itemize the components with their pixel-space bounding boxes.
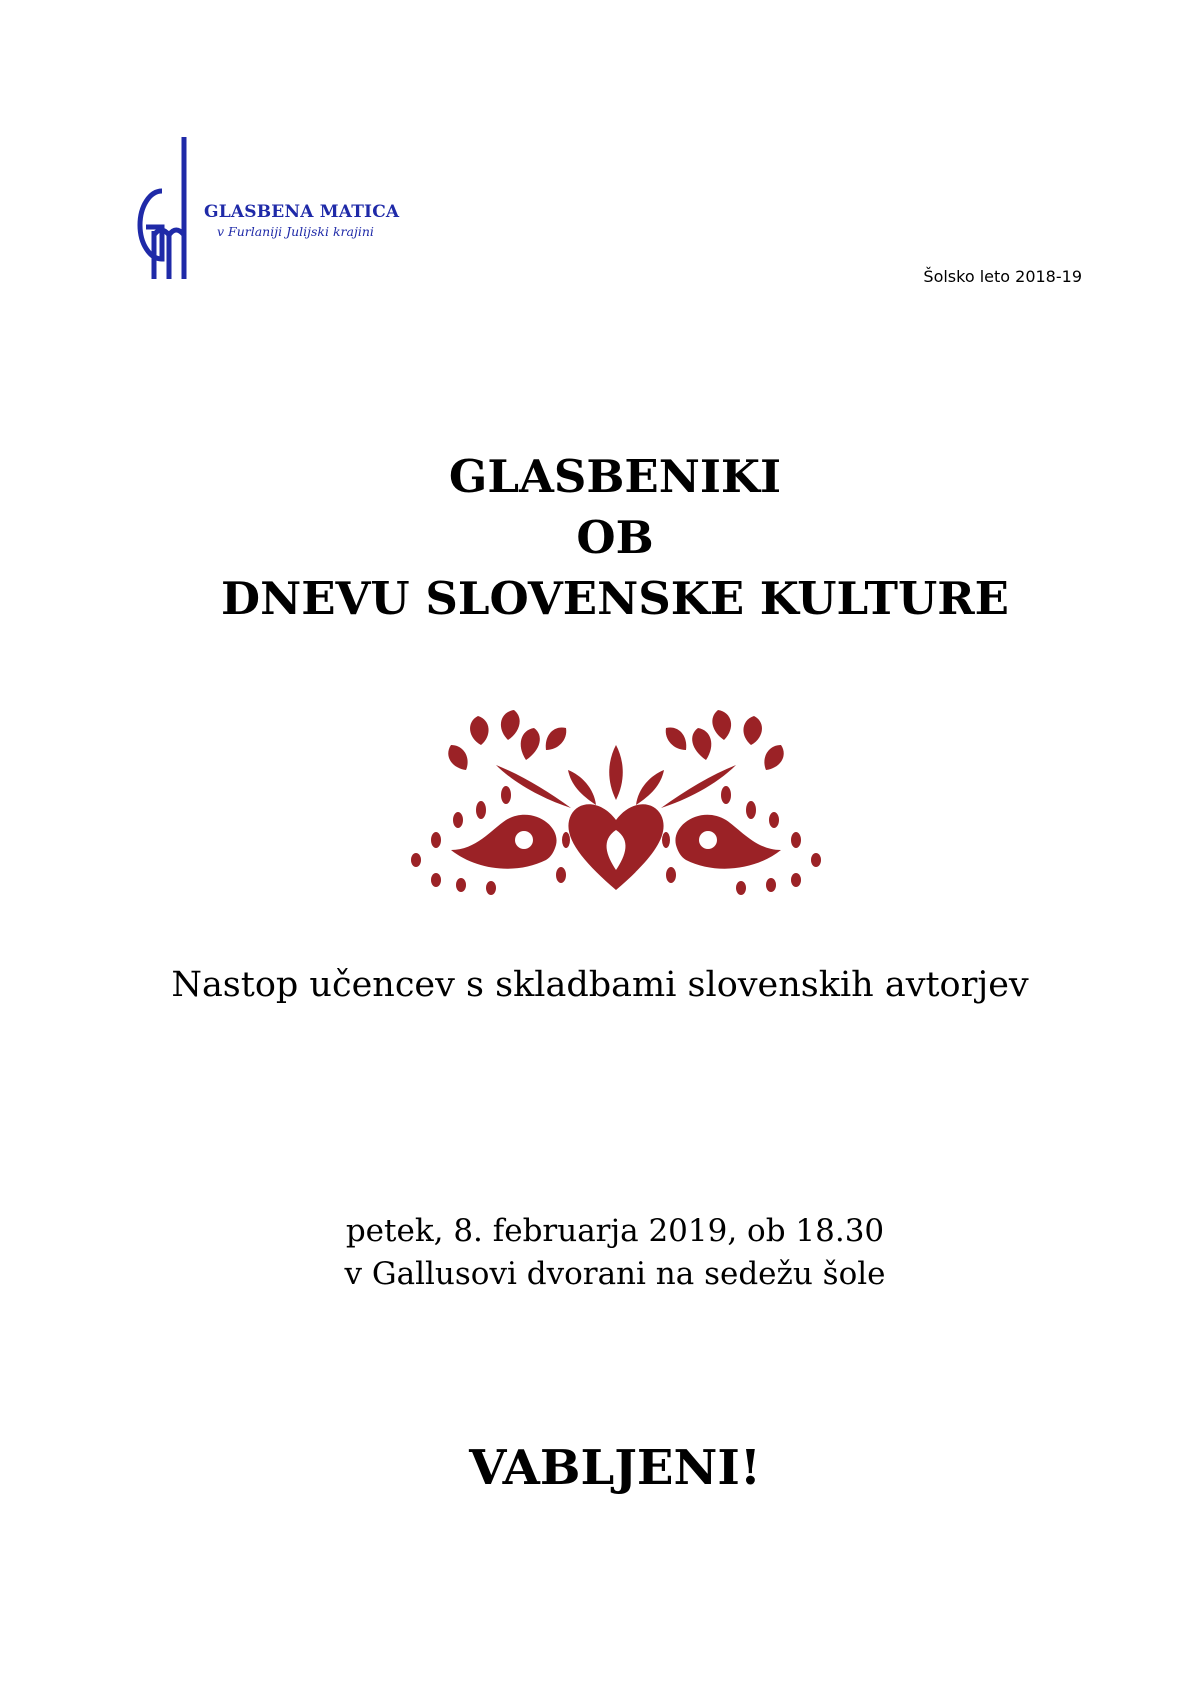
event-subtitle: Nastop učencev s skladbami slovenskih avtorjev (171, 965, 1029, 1005)
page-title (0, 446, 1190, 629)
event-location: v Gallusovi dvorani na sedežu šole (344, 1256, 886, 1292)
event-details (0, 1210, 1190, 1296)
title-line-2: OB (576, 511, 654, 564)
folk-ornament-icon (396, 700, 836, 910)
title-line-1: GLASBENIKI (448, 450, 782, 503)
organization-logo (118, 135, 418, 280)
gm-logo-icon (118, 135, 196, 280)
title-line-3: DNEVU SLOVENSKE KULTURE (221, 572, 1009, 625)
event-date-time: petek, 8. februarja 2019, ob 18.30 (345, 1213, 885, 1249)
logo-subtitle: v Furlaniji Julijski krajini (217, 224, 374, 239)
school-year: Šolsko leto 2018-19 (923, 267, 1082, 286)
invitation-text: VABLJENI! (469, 1440, 761, 1496)
logo-name: GLASBENA MATICA (204, 202, 400, 222)
